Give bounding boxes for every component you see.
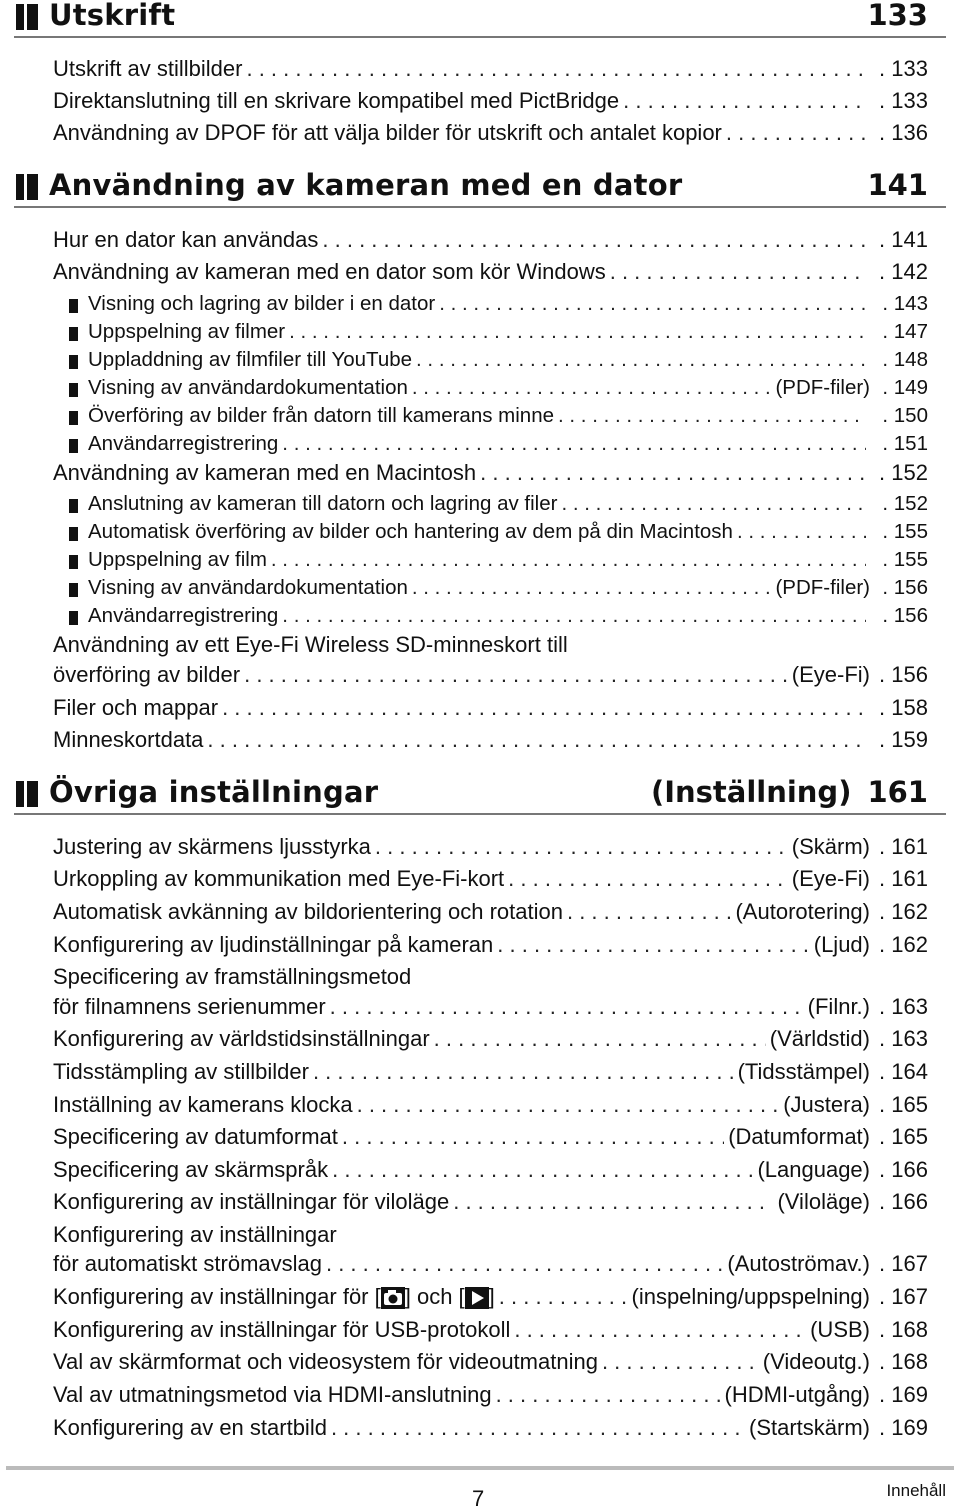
toc-subentry[interactable]: Överföring av bilder från datorn till kamerans minne . . . . 150 bbox=[69, 399, 928, 429]
section-title: Utskrift bbox=[49, 0, 176, 32]
toc-entry[interactable]: Direktanslutning till en skrivare kompatibel med PictBridge . . . . 133 bbox=[53, 84, 928, 114]
camera-icon bbox=[381, 1287, 405, 1309]
toc-entry[interactable]: Konfigurering av ljudinställningar på kameran . . . (Ljud) . 162 bbox=[53, 928, 928, 958]
toc-entry[interactable]: Minneskortdata . . . . 159 bbox=[53, 723, 928, 753]
bullet-icon bbox=[69, 439, 78, 453]
toc-entry-line2[interactable]: för automatiskt strömavslag . . . (Autoströmav.) . 167 bbox=[53, 1247, 928, 1277]
section-title: Övriga inställningar bbox=[49, 775, 379, 809]
toc-subentry[interactable]: Uppspelning av filmer . . . . 147 bbox=[69, 315, 928, 345]
toc-subentry[interactable]: Visning av användardokumentation . . . (PDF-filer) . 149 bbox=[69, 371, 928, 401]
toc-entry-line1[interactable]: Användning av ett Eye-Fi Wireless SD-minneskort till bbox=[53, 632, 568, 657]
toc-entry[interactable]: Konfigurering av inställningar för viloläge . . . (Viloläge) . 166 bbox=[53, 1185, 928, 1215]
footer-divider bbox=[6, 1466, 954, 1470]
toc-subentry[interactable]: Uppladdning av filmfiler till YouTube . . . . 148 bbox=[69, 343, 928, 373]
bullet-icon bbox=[69, 383, 78, 397]
toc-entry[interactable]: Val av skärmformat och videosystem för videoutmatning . . . (Videoutg.) . 168 bbox=[53, 1345, 928, 1375]
toc-entry[interactable]: Konfigurering av inställningar för USB-protokoll . . . (USB) . 168 bbox=[53, 1313, 928, 1343]
section-heading-installningar bbox=[14, 777, 928, 817]
toc-entry[interactable]: Inställning av kamerans klocka . . . (Justera) . 165 bbox=[53, 1088, 928, 1118]
toc-entry[interactable]: Användning av kameran med en dator som kör Windows . . . . 142 bbox=[53, 255, 928, 285]
bullet-icon bbox=[69, 555, 78, 569]
toc-subentry[interactable]: Användarregistrering . . . . 151 bbox=[69, 427, 928, 457]
footer-label: Innehåll bbox=[886, 1481, 946, 1500]
toc-entry[interactable]: Val av utmatningsmetod via HDMI-anslutning . . . (HDMI-utgång) . 169 bbox=[53, 1378, 928, 1408]
toc-entry[interactable]: Konfigurering av en startbild . . . (Startskärm) . 169 bbox=[53, 1411, 928, 1441]
toc-entry-line2[interactable]: överföring av bilder . . . (Eye-Fi) . 156 bbox=[53, 658, 928, 688]
section-heading-dator bbox=[14, 170, 928, 210]
toc-subentry[interactable]: Anslutning av kameran till datorn och lagring av filer . . . . 152 bbox=[69, 487, 928, 517]
toc-subentry[interactable]: Automatisk överföring av bilder och hantering av dem på din Macintosh . . . . 155 bbox=[69, 515, 928, 545]
toc-entry[interactable]: Tidsstämpling av stillbilder . . . (Tidsstämpel) . 164 bbox=[53, 1055, 928, 1085]
bullet-icon bbox=[69, 527, 78, 541]
toc-entry[interactable]: Användning av kameran med en Macintosh . . . . 152 bbox=[53, 456, 928, 486]
play-icon bbox=[465, 1287, 489, 1309]
toc-entry[interactable]: Användning av DPOF för att välja bilder för utskrift och antalet kopior . . . . 136 bbox=[53, 116, 928, 146]
toc-entry[interactable]: Urkoppling av kommunikation med Eye-Fi-kort . . . (Eye-Fi) . 161 bbox=[53, 862, 928, 892]
section-marker-icon bbox=[16, 4, 38, 30]
toc-entry-line1[interactable]: Specificering av framställningsmetod bbox=[53, 964, 412, 989]
toc-entry[interactable]: Utskrift av stillbilder . . . . 133 bbox=[53, 52, 928, 82]
toc-subentry[interactable]: Visning av användardokumentation . . . (PDF-filer) . 156 bbox=[69, 571, 928, 601]
section-marker-icon bbox=[16, 174, 38, 200]
bullet-icon bbox=[69, 611, 78, 625]
toc-entry[interactable]: Konfigurering av världstidsinställningar . . . (Världstid) . 163 bbox=[53, 1022, 928, 1052]
section-page: (Inställning) 161 bbox=[650, 775, 928, 809]
toc-entry[interactable]: Konfigurering av inställningar för [ ] och [ ] . . . (inspelning/uppspelning) . 167 bbox=[53, 1280, 928, 1310]
section-heading-utskrift bbox=[14, 0, 928, 40]
toc-entry[interactable]: Specificering av datumformat . . . (Datumformat) . 165 bbox=[53, 1120, 928, 1150]
toc-entry[interactable]: Specificering av skärmspråk . . . (Language) . 166 bbox=[53, 1153, 928, 1183]
bullet-icon bbox=[69, 327, 78, 341]
section-title: Användning av kameran med en dator bbox=[49, 168, 683, 202]
toc-entry[interactable]: Filer och mappar . . . . 158 bbox=[53, 691, 928, 721]
section-divider bbox=[14, 813, 946, 815]
bullet-icon bbox=[69, 355, 78, 369]
toc-subentry[interactable]: Uppspelning av film . . . . 155 bbox=[69, 543, 928, 573]
section-divider bbox=[14, 206, 946, 208]
bullet-icon bbox=[69, 583, 78, 597]
bullet-icon bbox=[69, 499, 78, 513]
toc-entry-line1[interactable]: Konfigurering av inställningar bbox=[53, 1222, 337, 1247]
section-divider bbox=[14, 36, 946, 38]
bullet-icon bbox=[69, 299, 78, 313]
toc-entry-line2[interactable]: för filnamnens serienummer . . . (Filnr.) . 163 bbox=[53, 990, 928, 1020]
toc-entry[interactable]: Justering av skärmens ljusstyrka . . . (Skärm) . 161 bbox=[53, 830, 928, 860]
section-page: 141 bbox=[867, 168, 928, 202]
toc-entry[interactable]: Hur en dator kan användas . . . . 141 bbox=[53, 223, 928, 253]
toc-subentry[interactable]: Användarregistrering . . . . 156 bbox=[69, 599, 928, 629]
page-number: 7 bbox=[472, 1486, 485, 1511]
section-marker-icon bbox=[16, 781, 38, 807]
section-page: 133 bbox=[867, 0, 928, 32]
toc-subentry[interactable]: Visning och lagring av bilder i en dator . . . . 143 bbox=[69, 287, 928, 317]
toc-entry[interactable]: Automatisk avkänning av bildorientering och rotation . . . (Autorotering) . 162 bbox=[53, 895, 928, 925]
bullet-icon bbox=[69, 411, 78, 425]
